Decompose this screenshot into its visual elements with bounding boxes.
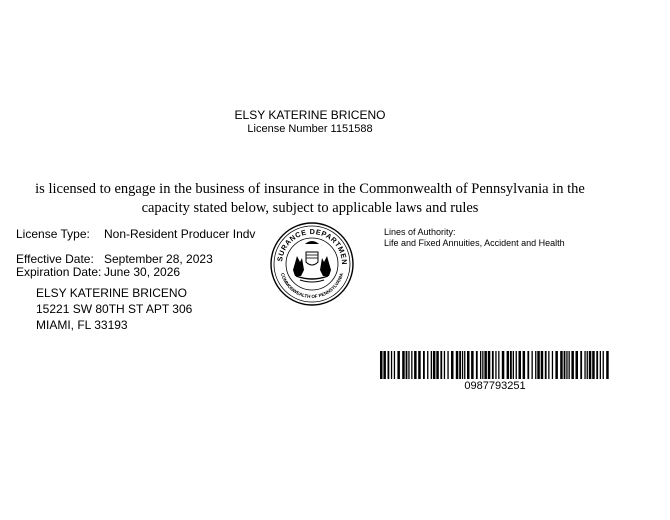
mailing-address (36, 285, 192, 333)
lines-of-authority-title: Lines of Authority: (384, 227, 456, 237)
license-number: License Number 1151588 (247, 123, 373, 135)
address-city-state-zip: MIAMI, FL 33193 (36, 318, 128, 332)
coat-of-arms-icon (293, 241, 331, 282)
barcode-bar (383, 351, 386, 379)
barcode-bar (471, 351, 474, 379)
barcode-bar (467, 351, 470, 379)
seal-bottom-text: COMMONWEALTH OF PENNSYLVANIA (279, 272, 345, 300)
barcode-bar (580, 351, 582, 379)
effective-date-value: September 28, 2023 (104, 252, 213, 266)
barcode-bar (427, 351, 428, 379)
barcode-bar (523, 351, 526, 379)
address-street: 15221 SW 80TH ST APT 306 (36, 302, 193, 316)
barcode-bar (433, 351, 436, 379)
barcode-bar (535, 351, 536, 379)
license-holder-name: ELSY KATERINE BRICENO (234, 108, 386, 122)
barcode-bar (592, 351, 595, 379)
barcode-bar (560, 351, 563, 379)
barcode-bar (495, 351, 496, 379)
insurance-department-seal (270, 222, 354, 306)
barcode-bar (541, 351, 544, 379)
barcode-bar (444, 351, 445, 379)
barcode-bar (519, 351, 522, 379)
barcode-bar (408, 351, 409, 379)
barcode-bar (552, 351, 553, 379)
barcode-bar (476, 351, 478, 379)
barcode-bar (589, 351, 592, 379)
barcode-bar (548, 351, 549, 379)
license-statement: is licensed to engage in the business of insurance in the Commonwealth of Pennsylvania in the capacity stated below, subject to applicable laws and rules (35, 181, 585, 216)
barcode-bar (488, 351, 491, 379)
barcode-bar (464, 351, 465, 379)
barcode-bar (555, 351, 558, 379)
barcode-bar (480, 351, 481, 379)
barcode-bar (584, 351, 585, 379)
effective-date-label: Effective Date: (16, 252, 94, 266)
barcode-bar (402, 351, 405, 379)
barcode-bar (447, 351, 448, 379)
barcode-bar (411, 351, 412, 379)
barcode-bar (510, 351, 512, 379)
license-type-label: License Type: (16, 227, 90, 241)
barcode (380, 351, 610, 379)
barcode-bar (418, 351, 421, 379)
barcode-bar (462, 351, 463, 379)
barcode-bar (603, 351, 604, 379)
barcode-bar (498, 351, 499, 379)
barcode-bar (414, 351, 417, 379)
lines-of-authority-value: Life and Fixed Annuities, Accident and Health (384, 238, 565, 248)
license-type-value: Non-Resident Producer Indv (104, 227, 256, 241)
seal-top-text: SURANCE DEPARTMEN (275, 226, 350, 266)
barcode-bar (587, 351, 588, 379)
barcode-bar (569, 351, 570, 379)
barcode-bar (436, 351, 439, 379)
address-name: ELSY KATERINE BRICENO (36, 286, 187, 300)
barcode-bar (440, 351, 442, 379)
barcode-bar (431, 351, 432, 379)
barcode-bar (502, 351, 505, 379)
barcode-bar (391, 351, 392, 379)
barcode-bar (394, 351, 395, 379)
barcode-bar (423, 351, 425, 379)
barcode-bar (600, 351, 601, 379)
barcode-bar (571, 351, 574, 379)
barcode-bar (456, 351, 459, 379)
barcode-bar (451, 351, 454, 379)
barcode-bar (564, 351, 566, 379)
barcode-bar (482, 351, 483, 379)
barcode-bar (566, 351, 567, 379)
barcode-bar (380, 351, 383, 379)
barcode-bar (484, 351, 487, 379)
barcode-bar (545, 351, 547, 379)
barcode-bar (397, 351, 400, 379)
expiration-date-label: Expiration Date: (16, 265, 102, 279)
barcode-number: 0987793251 (464, 380, 526, 392)
barcode-bar (537, 351, 540, 379)
barcode-bar (516, 351, 517, 379)
barcode-bar (532, 351, 533, 379)
barcode-bar (388, 351, 390, 379)
expiration-date-value: June 30, 2026 (104, 265, 181, 279)
barcode-bar (576, 351, 579, 379)
barcode-bar (459, 351, 461, 379)
barcode-bar (406, 351, 408, 379)
barcode-bar (513, 351, 514, 379)
barcode-bar (507, 351, 510, 379)
barcode-bar (606, 351, 609, 379)
barcode-bar (492, 351, 494, 379)
barcode-bar (527, 351, 529, 379)
barcode-bar (596, 351, 598, 379)
